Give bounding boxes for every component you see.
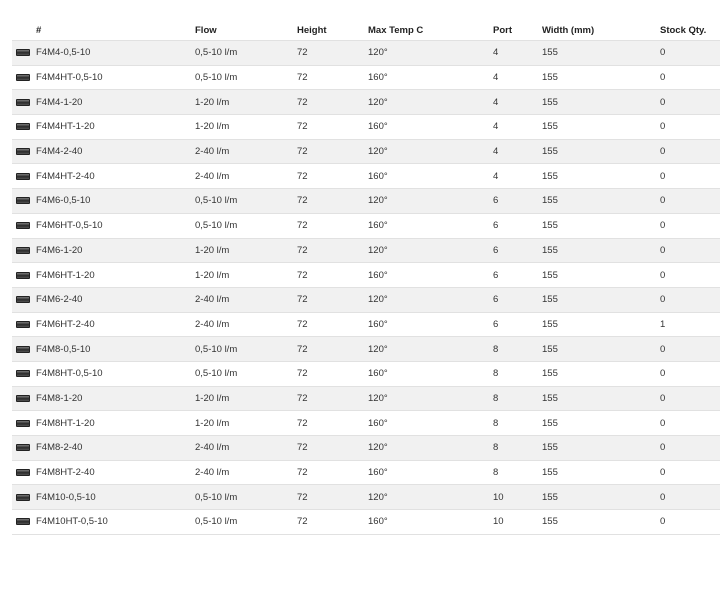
cell-flow: 2-40 l/m	[195, 436, 297, 461]
cell-width: 155	[542, 386, 660, 411]
table-row[interactable]	[12, 337, 720, 362]
cell-width: 155	[542, 361, 660, 386]
cell-width: 155	[542, 460, 660, 485]
cell-flow: 0,5-10 l/m	[195, 65, 297, 90]
cell-temp: 160°	[368, 460, 493, 485]
flow-meter-thumbnail-icon[interactable]	[16, 346, 30, 353]
cell-flow: 0,5-10 l/m	[195, 213, 297, 238]
cell-code[interactable]: F4M10-0,5-10	[36, 485, 195, 510]
cell-port: 6	[493, 238, 542, 263]
cell-flow: 0,5-10 l/m	[195, 41, 297, 66]
cell-port: 6	[493, 213, 542, 238]
cell-stock: 0	[660, 411, 720, 436]
cell-temp: 120°	[368, 90, 493, 115]
flow-meter-thumbnail-icon[interactable]	[16, 74, 30, 81]
table-row[interactable]	[12, 510, 720, 535]
cell-code[interactable]: F4M10HT-0,5-10	[36, 510, 195, 535]
cell-height: 72	[297, 41, 368, 66]
cell-stock: 0	[660, 164, 720, 189]
cell-width: 155	[542, 139, 660, 164]
flow-meter-thumbnail-icon[interactable]	[16, 444, 30, 451]
product-thumbnail-cell[interactable]	[12, 460, 36, 485]
product-thumbnail-cell[interactable]	[12, 139, 36, 164]
cell-stock: 0	[660, 65, 720, 90]
cell-stock: 0	[660, 41, 720, 66]
cell-height: 72	[297, 115, 368, 140]
header-flow[interactable]: Flow	[195, 24, 217, 36]
cell-code[interactable]: F4M8-0,5-10	[36, 337, 195, 362]
cell-code[interactable]: F4M4-1-20	[36, 90, 195, 115]
cell-height: 72	[297, 139, 368, 164]
cell-height: 72	[297, 65, 368, 90]
cell-stock: 0	[660, 263, 720, 288]
cell-height: 72	[297, 238, 368, 263]
cell-flow: 1-20 l/m	[195, 238, 297, 263]
flow-meter-thumbnail-icon[interactable]	[16, 173, 30, 180]
cell-stock: 0	[660, 510, 720, 535]
table-row[interactable]	[12, 485, 720, 510]
table-row[interactable]	[12, 213, 720, 238]
flow-meter-thumbnail-icon[interactable]	[16, 370, 30, 377]
cell-port: 8	[493, 361, 542, 386]
cell-port: 8	[493, 386, 542, 411]
flow-meter-thumbnail-icon[interactable]	[16, 321, 30, 328]
product-thumbnail-cell[interactable]	[12, 337, 36, 362]
table-row[interactable]	[12, 238, 720, 263]
cell-temp: 120°	[368, 485, 493, 510]
cell-stock: 1	[660, 312, 720, 337]
cell-temp: 160°	[368, 115, 493, 140]
header-image-spacer	[12, 20, 36, 41]
cell-code[interactable]: F4M6-2-40	[36, 287, 195, 312]
cell-width: 155	[542, 213, 660, 238]
flow-meter-thumbnail-icon[interactable]	[16, 518, 30, 525]
cell-code[interactable]: F4M6-0,5-10	[36, 189, 195, 214]
cell-code[interactable]: F4M4-0,5-10	[36, 41, 195, 66]
cell-height: 72	[297, 411, 368, 436]
product-thumbnail-cell[interactable]	[12, 213, 36, 238]
cell-port: 8	[493, 460, 542, 485]
cell-width: 155	[542, 436, 660, 461]
cell-flow: 0,5-10 l/m	[195, 337, 297, 362]
cell-width: 155	[542, 115, 660, 140]
cell-port: 6	[493, 263, 542, 288]
cell-stock: 0	[660, 287, 720, 312]
cell-temp: 120°	[368, 436, 493, 461]
flow-meter-thumbnail-icon[interactable]	[16, 247, 30, 254]
product-thumbnail-cell[interactable]	[12, 510, 36, 535]
cell-temp: 120°	[368, 41, 493, 66]
cell-temp: 160°	[368, 164, 493, 189]
cell-height: 72	[297, 189, 368, 214]
cell-port: 10	[493, 510, 542, 535]
cell-flow: 2-40 l/m	[195, 312, 297, 337]
cell-flow: 1-20 l/m	[195, 115, 297, 140]
product-table-container	[12, 20, 720, 535]
cell-temp: 120°	[368, 386, 493, 411]
cell-temp: 120°	[368, 287, 493, 312]
table-row[interactable]	[12, 115, 720, 140]
cell-stock: 0	[660, 337, 720, 362]
product-thumbnail-cell[interactable]	[12, 287, 36, 312]
table-row[interactable]	[12, 361, 720, 386]
cell-stock: 0	[660, 436, 720, 461]
table-row[interactable]	[12, 41, 720, 66]
product-table	[12, 20, 720, 535]
cell-flow: 2-40 l/m	[195, 287, 297, 312]
cell-code[interactable]: F4M4HT-1-20	[36, 115, 195, 140]
cell-flow: 2-40 l/m	[195, 139, 297, 164]
product-thumbnail-cell[interactable]	[12, 164, 36, 189]
cell-flow: 0,5-10 l/m	[195, 361, 297, 386]
cell-width: 155	[542, 238, 660, 263]
cell-port: 4	[493, 164, 542, 189]
cell-code[interactable]: F4M6HT-0,5-10	[36, 213, 195, 238]
cell-flow: 0,5-10 l/m	[195, 189, 297, 214]
cell-height: 72	[297, 386, 368, 411]
product-thumbnail-cell[interactable]	[12, 411, 36, 436]
cell-flow: 0,5-10 l/m	[195, 485, 297, 510]
cell-flow: 1-20 l/m	[195, 386, 297, 411]
cell-stock: 0	[660, 115, 720, 140]
product-thumbnail-cell[interactable]	[12, 263, 36, 288]
flow-meter-thumbnail-icon[interactable]	[16, 494, 30, 501]
cell-height: 72	[297, 361, 368, 386]
cell-flow: 2-40 l/m	[195, 460, 297, 485]
cell-stock: 0	[660, 139, 720, 164]
cell-height: 72	[297, 436, 368, 461]
table-row[interactable]	[12, 312, 720, 337]
cell-flow: 1-20 l/m	[195, 411, 297, 436]
header-port[interactable]: Port	[493, 24, 512, 36]
cell-code[interactable]: F4M4-2-40	[36, 139, 195, 164]
cell-temp: 160°	[368, 263, 493, 288]
table-row[interactable]	[12, 65, 720, 90]
header-max-temp[interactable]: Max Temp C	[368, 24, 424, 36]
cell-width: 155	[542, 312, 660, 337]
cell-stock: 0	[660, 238, 720, 263]
cell-port: 6	[493, 189, 542, 214]
cell-height: 72	[297, 510, 368, 535]
cell-code[interactable]: F4M6-1-20	[36, 238, 195, 263]
cell-temp: 160°	[368, 361, 493, 386]
cell-code[interactable]: F4M6HT-1-20	[36, 263, 195, 288]
flow-meter-thumbnail-icon[interactable]	[16, 272, 30, 279]
table-row[interactable]	[12, 411, 720, 436]
table-row[interactable]	[12, 386, 720, 411]
table-row[interactable]	[12, 263, 720, 288]
cell-width: 155	[542, 287, 660, 312]
cell-code[interactable]: F4M8HT-0,5-10	[36, 361, 195, 386]
flow-meter-thumbnail-icon[interactable]	[16, 395, 30, 402]
cell-temp: 120°	[368, 189, 493, 214]
flow-meter-thumbnail-icon[interactable]	[16, 420, 30, 427]
cell-flow: 1-20 l/m	[195, 263, 297, 288]
cell-code[interactable]: F4M8HT-2-40	[36, 460, 195, 485]
cell-code[interactable]: F4M8-1-20	[36, 386, 195, 411]
table-body	[12, 41, 720, 535]
table-row[interactable]	[12, 436, 720, 461]
cell-height: 72	[297, 485, 368, 510]
product-thumbnail-cell[interactable]	[12, 386, 36, 411]
product-thumbnail-cell[interactable]	[12, 90, 36, 115]
header-stock-qty[interactable]: Stock Qty.	[660, 24, 707, 36]
flow-meter-thumbnail-icon[interactable]	[16, 222, 30, 229]
cell-height: 72	[297, 213, 368, 238]
flow-meter-thumbnail-icon[interactable]	[16, 99, 30, 106]
cell-temp: 160°	[368, 213, 493, 238]
cell-width: 155	[542, 263, 660, 288]
flow-meter-thumbnail-icon[interactable]	[16, 197, 30, 204]
cell-flow: 0,5-10 l/m	[195, 510, 297, 535]
cell-port: 8	[493, 411, 542, 436]
cell-width: 155	[542, 65, 660, 90]
cell-width: 155	[542, 485, 660, 510]
cell-temp: 120°	[368, 139, 493, 164]
product-thumbnail-cell[interactable]	[12, 65, 36, 90]
table-header-row	[12, 20, 720, 41]
table-row[interactable]	[12, 287, 720, 312]
product-thumbnail-cell[interactable]	[12, 115, 36, 140]
cell-stock: 0	[660, 460, 720, 485]
table-row[interactable]	[12, 139, 720, 164]
cell-stock: 0	[660, 485, 720, 510]
header-width[interactable]: Width (mm)	[542, 24, 595, 36]
table-row[interactable]	[12, 460, 720, 485]
cell-height: 72	[297, 287, 368, 312]
cell-stock: 0	[660, 189, 720, 214]
cell-stock: 0	[660, 213, 720, 238]
cell-code[interactable]: F4M8-2-40	[36, 436, 195, 461]
cell-flow: 1-20 l/m	[195, 90, 297, 115]
cell-code[interactable]: F4M4HT-2-40	[36, 164, 195, 189]
cell-height: 72	[297, 337, 368, 362]
header-height[interactable]: Height	[297, 24, 327, 36]
cell-width: 155	[542, 164, 660, 189]
cell-port: 4	[493, 115, 542, 140]
cell-temp: 160°	[368, 312, 493, 337]
flow-meter-thumbnail-icon[interactable]	[16, 148, 30, 155]
cell-height: 72	[297, 460, 368, 485]
cell-port: 4	[493, 65, 542, 90]
product-thumbnail-cell[interactable]	[12, 312, 36, 337]
cell-height: 72	[297, 90, 368, 115]
cell-width: 155	[542, 41, 660, 66]
cell-stock: 0	[660, 361, 720, 386]
cell-temp: 120°	[368, 238, 493, 263]
cell-port: 8	[493, 337, 542, 362]
cell-width: 155	[542, 411, 660, 436]
cell-temp: 160°	[368, 510, 493, 535]
product-thumbnail-cell[interactable]	[12, 189, 36, 214]
flow-meter-thumbnail-icon[interactable]	[16, 296, 30, 303]
cell-port: 8	[493, 436, 542, 461]
cell-width: 155	[542, 510, 660, 535]
cell-height: 72	[297, 164, 368, 189]
cell-flow: 2-40 l/m	[195, 164, 297, 189]
product-thumbnail-cell[interactable]	[12, 41, 36, 66]
cell-height: 72	[297, 312, 368, 337]
cell-stock: 0	[660, 386, 720, 411]
table-row[interactable]	[12, 164, 720, 189]
cell-code[interactable]: F4M4HT-0,5-10	[36, 65, 195, 90]
cell-width: 155	[542, 337, 660, 362]
cell-height: 72	[297, 263, 368, 288]
cell-code[interactable]: F4M8HT-1-20	[36, 411, 195, 436]
product-thumbnail-cell[interactable]	[12, 436, 36, 461]
cell-temp: 160°	[368, 411, 493, 436]
cell-width: 155	[542, 90, 660, 115]
table-row[interactable]	[12, 90, 720, 115]
flow-meter-thumbnail-icon[interactable]	[16, 469, 30, 476]
cell-port: 6	[493, 287, 542, 312]
cell-port: 4	[493, 139, 542, 164]
cell-port: 10	[493, 485, 542, 510]
cell-stock: 0	[660, 90, 720, 115]
cell-code[interactable]: F4M6HT-2-40	[36, 312, 195, 337]
cell-width: 155	[542, 189, 660, 214]
flow-meter-thumbnail-icon[interactable]	[16, 123, 30, 130]
header-code[interactable]: #	[36, 24, 42, 36]
flow-meter-thumbnail-icon[interactable]	[16, 49, 30, 56]
product-thumbnail-cell[interactable]	[12, 238, 36, 263]
product-thumbnail-cell[interactable]	[12, 361, 36, 386]
cell-port: 4	[493, 41, 542, 66]
table-row[interactable]	[12, 189, 720, 214]
cell-port: 6	[493, 312, 542, 337]
cell-temp: 120°	[368, 337, 493, 362]
product-thumbnail-cell[interactable]	[12, 485, 36, 510]
cell-temp: 160°	[368, 65, 493, 90]
cell-port: 4	[493, 90, 542, 115]
